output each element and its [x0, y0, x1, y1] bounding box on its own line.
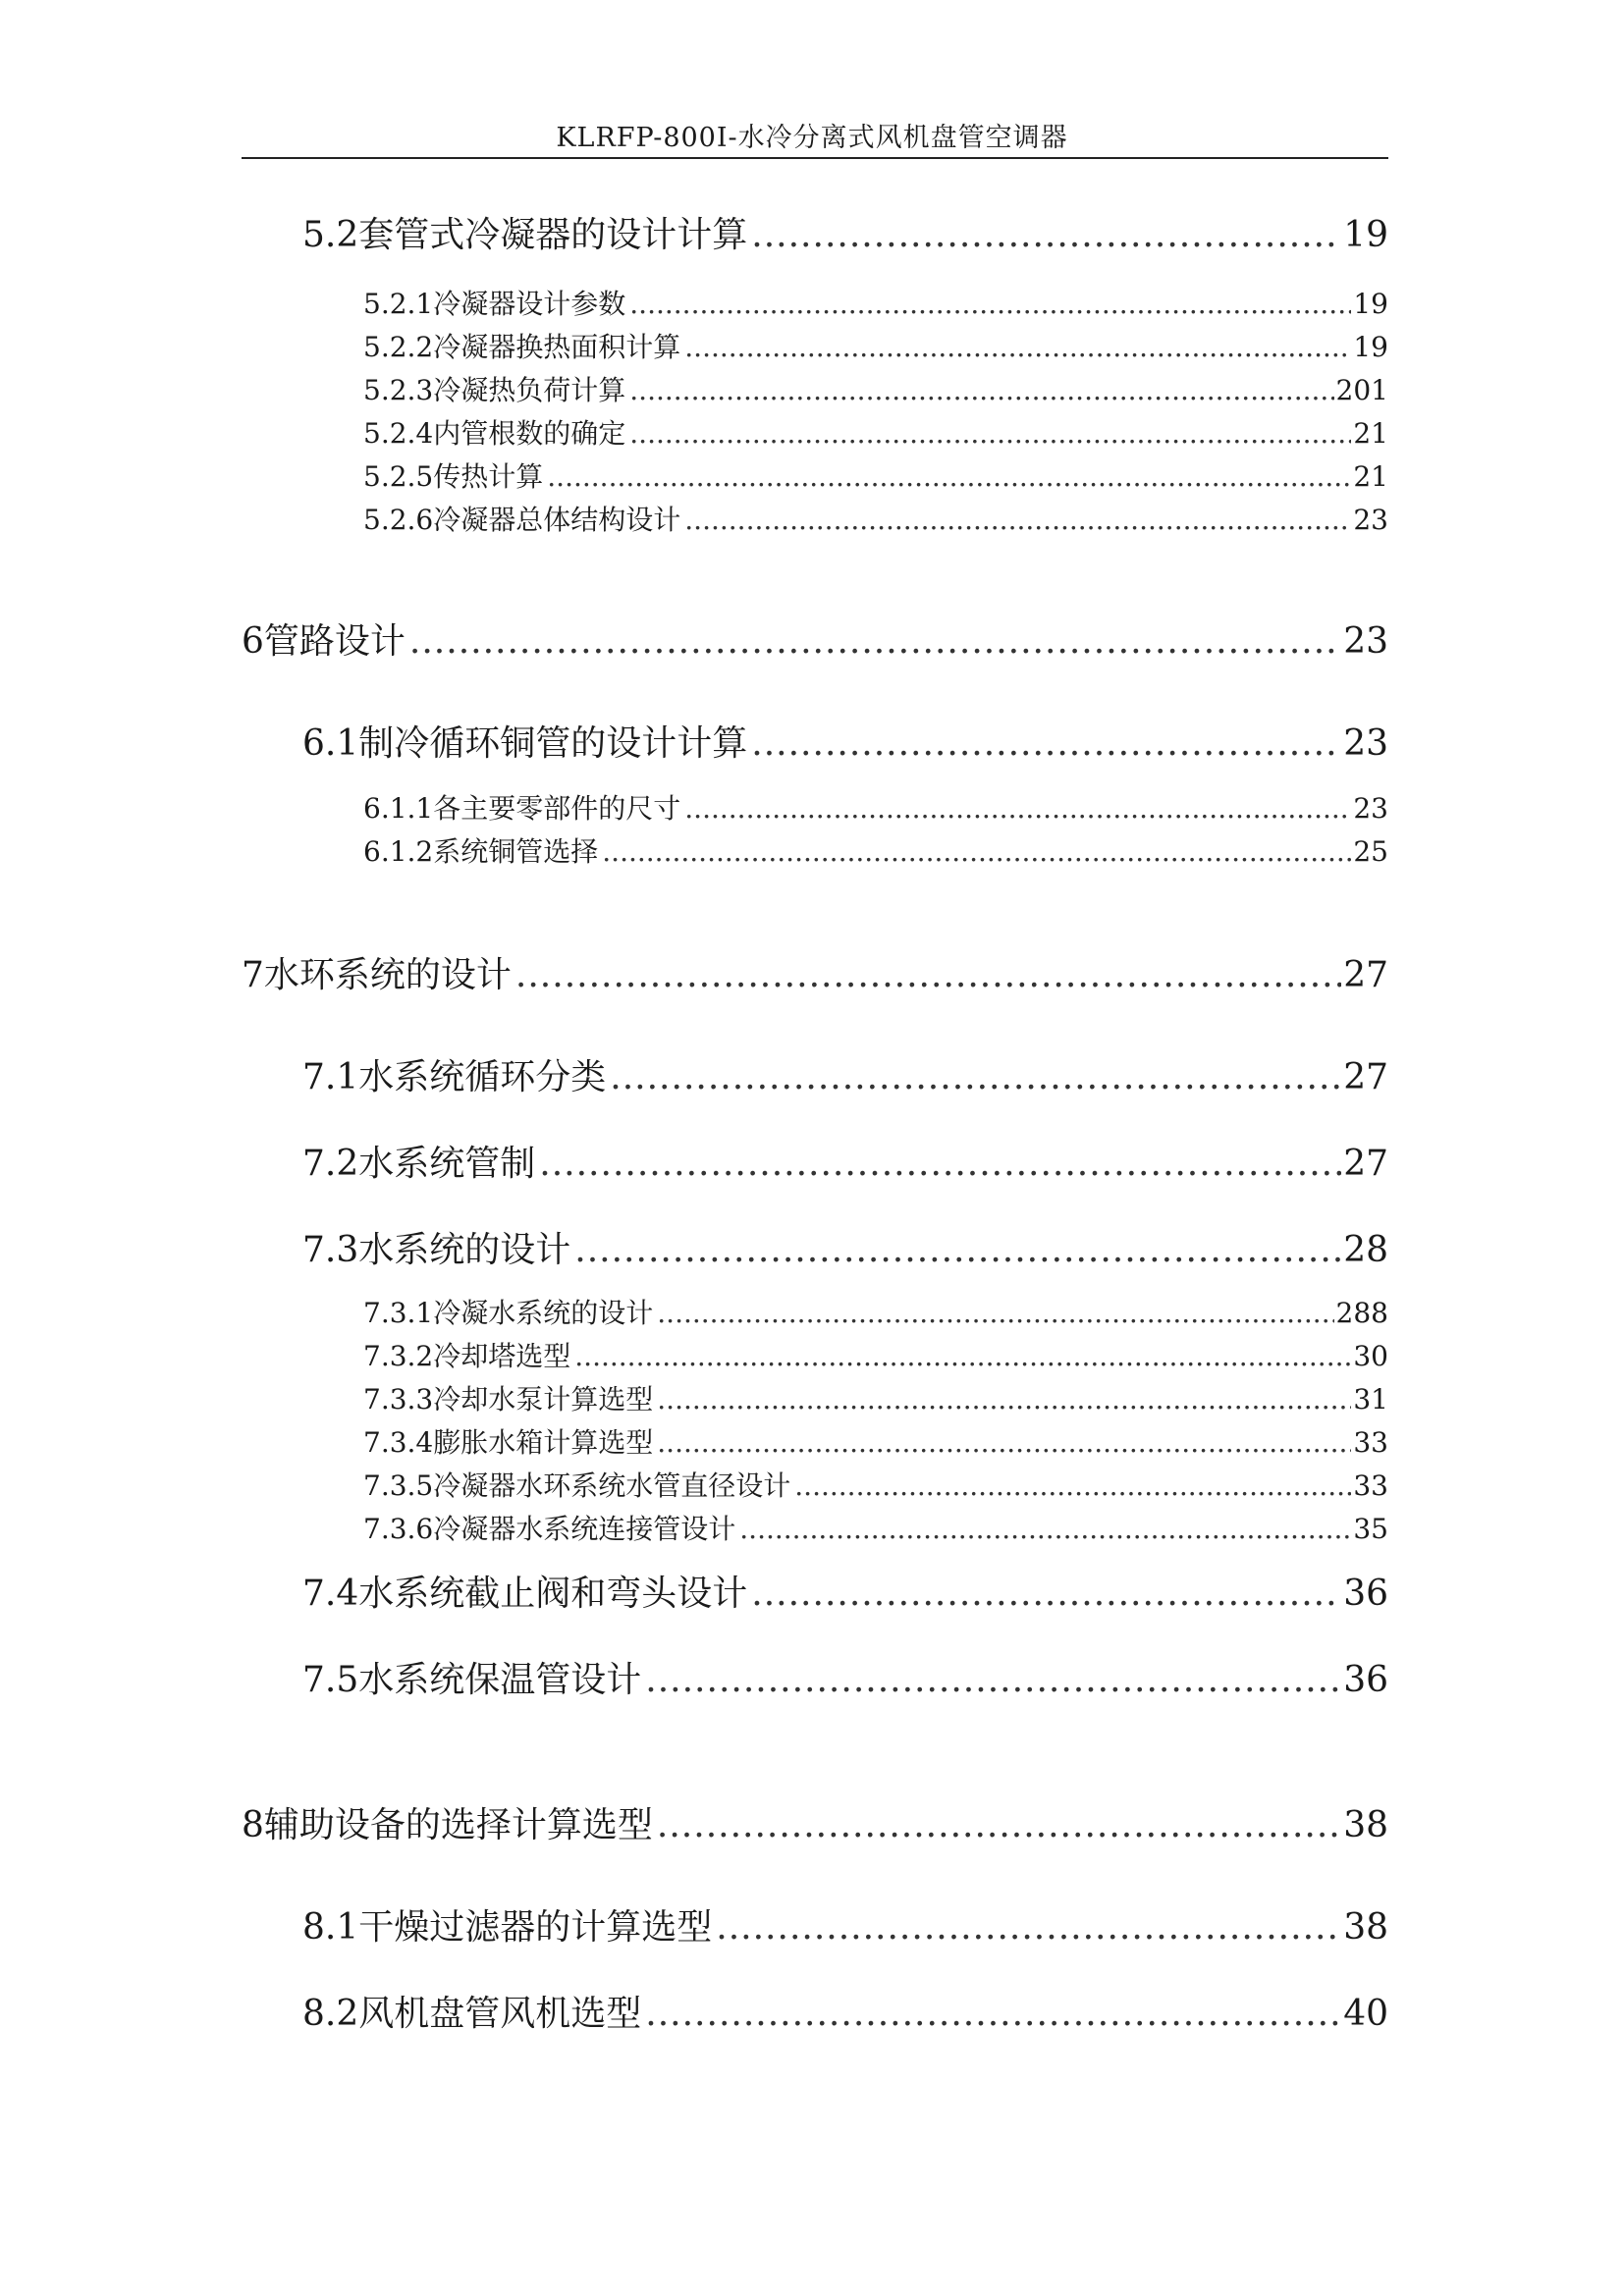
toc-entry-title: 冷凝水系统的设计 [433, 1297, 654, 1329]
toc-entry-title: 风机盘管风机选型 [358, 1994, 642, 2034]
toc-entry-7-5[interactable] [302, 1660, 1388, 1700]
dot-leader [751, 726, 1341, 762]
toc-entry-page: 40 [1343, 1994, 1388, 2034]
toc-entry-number: 7.3.2 [363, 1340, 434, 1372]
toc-entry-8-1[interactable] [302, 1907, 1388, 1948]
toc-entry-title: 水系统截止阀和弯头设计 [358, 1574, 748, 1614]
toc-entry-number: 8 [242, 1805, 264, 1845]
toc-entry-page: 23 [1353, 504, 1388, 536]
toc-entry-page: 28 [1343, 1230, 1388, 1270]
dot-leader [684, 334, 1351, 361]
toc-entry-number: 8.1 [302, 1907, 359, 1948]
dot-leader [684, 507, 1351, 534]
toc-entry-7[interactable] [242, 955, 1388, 995]
toc-entry-6-1-2[interactable] [363, 835, 1388, 868]
dot-leader [657, 1300, 1333, 1327]
dot-leader [574, 1233, 1341, 1268]
toc-entry-7-4[interactable] [302, 1576, 1388, 1612]
toc-entry-title: 套管式冷凝器的设计计算 [358, 215, 748, 255]
toc-entry-page: 23 [1343, 621, 1388, 662]
toc-entry-title: 制冷循环铜管的设计计算 [358, 723, 748, 764]
dot-leader [610, 1060, 1341, 1095]
toc-entry-page: 36 [1343, 1574, 1388, 1614]
dot-leader [751, 1576, 1341, 1612]
toc-entry-number: 8.2 [302, 1994, 359, 2034]
toc-entry-7-2[interactable] [302, 1144, 1388, 1184]
dot-leader [629, 377, 1333, 404]
toc-entry-page: 19 [1353, 331, 1388, 363]
toc-entry-6[interactable] [242, 621, 1388, 662]
toc-entry-title: 冷凝器设计参数 [433, 288, 626, 320]
toc-entry-page: 21 [1353, 460, 1388, 493]
toc-entry-number: 7.2 [302, 1144, 359, 1184]
toc-entry-number: 7 [242, 955, 264, 995]
toc-entry-title: 冷凝器总体结构设计 [433, 504, 681, 536]
toc-entry-title: 系统铜管选择 [433, 835, 599, 868]
toc-entry-page: 33 [1353, 1426, 1388, 1459]
toc-entry-page: 25 [1353, 835, 1388, 868]
toc-entry-7-3-6[interactable] [363, 1513, 1388, 1545]
toc-entry-number: 7.5 [302, 1660, 359, 1700]
toc-entry-number: 5.2 [302, 215, 359, 255]
toc-entry-7-3-2[interactable] [363, 1340, 1388, 1372]
toc-entry-number: 7.1 [302, 1057, 359, 1097]
toc-entry-5-2-6[interactable] [363, 504, 1388, 536]
toc-entry-page: 288 [1335, 1297, 1388, 1329]
toc-entry-number: 7.3.6 [363, 1513, 434, 1545]
toc-entry-7-3[interactable] [302, 1230, 1388, 1270]
toc-entry-number: 7.4 [302, 1574, 359, 1614]
toc-entry-number: 6.1.2 [363, 835, 434, 868]
toc-entry-5-2-3[interactable] [363, 374, 1388, 406]
toc-entry-8[interactable] [242, 1805, 1388, 1845]
dot-leader [739, 1516, 1351, 1543]
toc-entry-number: 7.3.5 [363, 1469, 434, 1502]
dot-leader [409, 624, 1341, 660]
toc-entry-number: 7.3.4 [363, 1426, 434, 1459]
toc-entry-number: 5.2.6 [363, 504, 434, 536]
toc-entry-page: 30 [1353, 1340, 1388, 1372]
toc-entry-page: 23 [1353, 792, 1388, 825]
toc-entry-title: 管路设计 [263, 621, 406, 662]
header-rule [242, 157, 1388, 159]
toc-entry-5-2[interactable] [302, 215, 1388, 255]
toc-entry-8-2[interactable] [302, 1994, 1388, 2034]
dot-leader [751, 218, 1341, 253]
toc-entry-title: 传热计算 [433, 460, 544, 493]
toc-entry-7-3-3[interactable] [363, 1383, 1388, 1415]
dot-leader [629, 420, 1351, 448]
toc-entry-number: 5.2.5 [363, 460, 434, 493]
dot-leader [539, 1147, 1341, 1182]
toc-entry-title: 冷凝器换热面积计算 [433, 331, 681, 363]
toc-entry-page: 19 [1343, 215, 1388, 255]
toc-entry-title: 冷凝热负荷计算 [433, 374, 626, 406]
dot-leader [716, 1910, 1341, 1946]
toc-entry-5-2-2[interactable] [363, 331, 1388, 363]
dot-leader [602, 838, 1351, 866]
toc-entry-title: 水系统保温管设计 [358, 1660, 642, 1700]
toc-entry-7-3-4[interactable] [363, 1426, 1388, 1459]
toc-entry-title: 膨胀水箱计算选型 [433, 1426, 654, 1459]
toc-entry-6-1-1[interactable] [363, 792, 1388, 825]
toc-entry-page: 19 [1353, 288, 1388, 320]
toc-entry-title: 水环系统的设计 [263, 955, 512, 995]
toc-entry-title: 水系统循环分类 [358, 1057, 607, 1097]
toc-entry-page: 27 [1343, 955, 1388, 995]
dot-leader [794, 1472, 1351, 1500]
toc-entry-page: 38 [1343, 1907, 1388, 1948]
dot-leader [645, 1997, 1341, 2032]
toc-entry-page: 33 [1353, 1469, 1388, 1502]
toc-entry-number: 7.3.3 [363, 1383, 434, 1415]
toc-entry-title: 冷凝器水系统连接管设计 [433, 1513, 736, 1545]
toc-entry-page: 36 [1343, 1660, 1388, 1700]
toc-entry-title: 水系统的设计 [358, 1230, 571, 1270]
toc-entry-title: 干燥过滤器的计算选型 [358, 1907, 713, 1948]
toc-entry-number: 5.2.4 [363, 417, 434, 450]
toc-entry-number: 6.1.1 [363, 792, 434, 825]
toc-entry-page: 201 [1335, 374, 1388, 406]
toc-entry-page: 38 [1343, 1805, 1388, 1845]
toc-entry-title: 冷凝器水环系统水管直径设计 [433, 1469, 791, 1502]
dot-leader [645, 1663, 1341, 1698]
toc-entry-number: 5.2.3 [363, 374, 434, 406]
toc-entry-page: 21 [1353, 417, 1388, 450]
toc-entry-5-2-1[interactable] [363, 288, 1388, 320]
toc-entry-title: 各主要零部件的尺寸 [433, 792, 681, 825]
toc-entry-title: 冷却水泵计算选型 [433, 1383, 654, 1415]
toc-entry-5-2-4[interactable] [363, 417, 1388, 450]
toc-entry-5-2-5[interactable] [363, 460, 1388, 493]
running-header-title: KLRFP-800Ⅰ-水冷分离式风机盘管空调器 [556, 123, 1068, 153]
toc-entry-6-1[interactable] [302, 723, 1388, 764]
toc-entry-title: 内管根数的确定 [433, 417, 626, 450]
dot-leader [657, 1808, 1341, 1843]
toc-entry-number: 5.2.2 [363, 331, 434, 363]
toc-entry-number: 6 [242, 621, 264, 662]
dot-leader [684, 795, 1351, 823]
toc-entry-title: 水系统管制 [358, 1144, 536, 1184]
dot-leader [547, 463, 1351, 491]
dot-leader [657, 1386, 1351, 1414]
toc-entry-7-3-5[interactable] [363, 1469, 1388, 1502]
toc-entry-page: 23 [1343, 723, 1388, 764]
toc-entry-page: 35 [1353, 1513, 1388, 1545]
toc-entry-title: 冷却塔选型 [433, 1340, 571, 1372]
dot-leader [657, 1429, 1351, 1457]
dot-leader [574, 1343, 1351, 1370]
dot-leader [629, 291, 1351, 318]
toc-entry-number: 7.3.1 [363, 1297, 434, 1329]
toc-entry-title: 辅助设备的选择计算选型 [263, 1805, 653, 1845]
toc-entry-page: 31 [1353, 1383, 1388, 1415]
toc-entry-7-3-1[interactable] [363, 1297, 1388, 1329]
dot-leader [515, 958, 1341, 993]
toc-entry-page: 27 [1343, 1057, 1388, 1097]
toc-entry-number: 7.3 [302, 1230, 359, 1270]
toc-entry-number: 5.2.1 [363, 288, 434, 320]
toc-entry-page: 27 [1343, 1144, 1388, 1184]
toc-entry-number: 6.1 [302, 723, 359, 764]
toc-entry-7-1[interactable] [302, 1057, 1388, 1097]
